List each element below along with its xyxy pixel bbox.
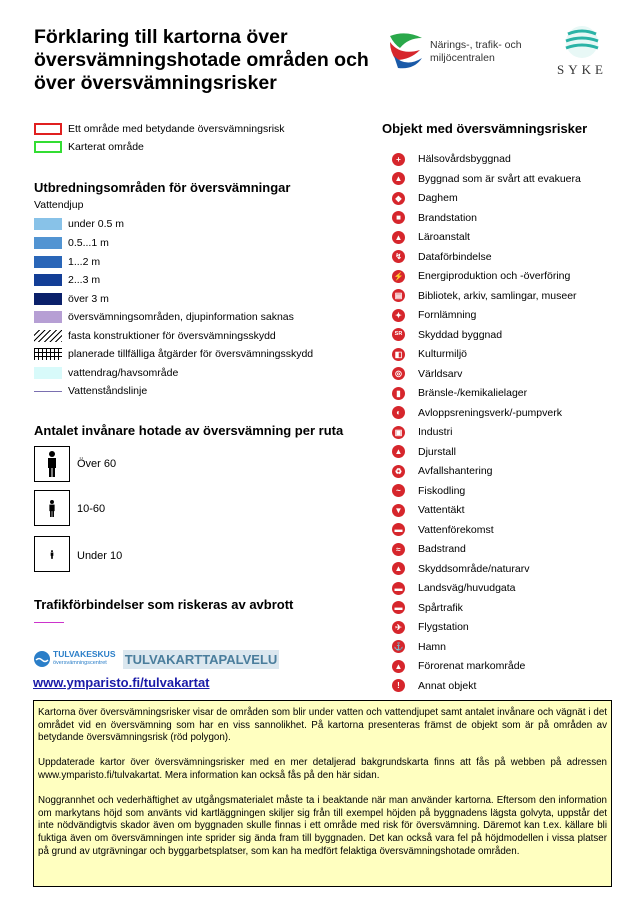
object-risk-icon: ▲ xyxy=(392,660,405,673)
object-label: Kulturmiljö xyxy=(418,348,468,360)
depth-label: under 0.5 m xyxy=(68,218,125,230)
object-label: Hälsovårdsbyggnad xyxy=(418,153,511,165)
depth-swatch xyxy=(34,293,62,305)
extent-heading: Utbredningsområden för översvämningar xyxy=(34,180,291,195)
object-label: Annat objekt xyxy=(418,679,477,692)
tulvakeskus-sub: översvämningscentret xyxy=(53,660,107,666)
info-paragraph: Uppdaterade kartor över översvämningsrisker med en mer detaljerad bakgrundskarta finns att fås på webben på adressen www.ymparisto.fi/tulvakartat. Mera information kan också fås på den här sidan. xyxy=(38,757,607,781)
object-risk-icon: ! xyxy=(392,679,405,692)
object-risk-icon: + xyxy=(392,153,405,166)
object-item xyxy=(392,406,562,420)
legend-significant-risk xyxy=(34,121,285,137)
depth-swatch xyxy=(34,237,62,249)
object-risk-icon: ▼ xyxy=(392,504,405,517)
object-label: Vattentäkt xyxy=(418,504,465,516)
object-risk-icon: ~ xyxy=(392,484,405,497)
depth-label: översvämningsområden, djupinformation saknas xyxy=(68,311,294,323)
object-risk-icon: ▬ xyxy=(392,582,405,595)
object-risk-icon: ◧ xyxy=(392,348,405,361)
object-item xyxy=(392,425,452,439)
extent-subheading: Vattendjup xyxy=(34,199,84,211)
object-risk-icon: ▲ xyxy=(392,172,405,185)
population-box-small xyxy=(34,536,70,572)
depth-item xyxy=(34,272,100,288)
object-item xyxy=(392,308,476,322)
object-item xyxy=(392,542,466,556)
depth-swatch xyxy=(34,311,62,323)
object-risk-icon: ≈ xyxy=(392,543,405,556)
depth-label: 0.5...1 m xyxy=(68,237,109,249)
object-risk-icon: ♻ xyxy=(392,465,405,478)
object-risk-icon: ◐ xyxy=(392,406,405,419)
object-item xyxy=(392,230,470,244)
ely-text-line1: Närings-, trafik- och xyxy=(430,39,522,51)
tulvakeskus-name: TULVAKESKUS xyxy=(53,649,116,659)
object-label: Avfallshantering xyxy=(418,465,493,477)
object-label: Avloppsreningsverk/-pumpverk xyxy=(418,406,562,419)
object-item xyxy=(392,562,529,576)
legend-mapped-area xyxy=(34,139,144,155)
person-icon xyxy=(48,500,56,517)
depth-item xyxy=(34,291,109,307)
depth-label: fasta konstruktioner för översvämningsskydd xyxy=(68,330,276,342)
traffic-heading: Trafikförbindelser som riskeras av avbrott xyxy=(34,597,294,612)
object-item xyxy=(392,581,516,595)
tulvakartat-link[interactable]: www.ymparisto.fi/tulvakartat xyxy=(33,675,210,690)
object-label: Flygstation xyxy=(418,621,469,633)
object-label: Världsarv xyxy=(418,367,463,380)
object-label: Djurstall xyxy=(418,445,456,458)
person-icon xyxy=(46,451,58,477)
water-swatch xyxy=(34,367,62,379)
temp-protection-item xyxy=(34,346,313,362)
depth-label: över 3 m xyxy=(68,293,109,305)
depth-swatch xyxy=(34,274,62,286)
object-label: Förorenat markområde xyxy=(418,660,526,672)
population-label: 10-60 xyxy=(77,503,106,515)
object-label: Landsväg/huvudgata xyxy=(418,582,516,594)
object-label: Bränsle-/kemikalielager xyxy=(418,387,528,399)
object-label: Daghem xyxy=(418,192,458,204)
depth-label: vattendrag/havsområde xyxy=(68,367,179,379)
page-title: Förklaring till kartorna över översvämningshotade områden och över översvämningsrisker xyxy=(34,26,369,94)
object-risk-icon: ▬ xyxy=(392,523,405,536)
object-label: Dataförbindelse xyxy=(418,250,492,263)
object-risk-icon: ⚡ xyxy=(393,271,404,281)
info-paragraph: Kartorna över översvämningsrisker visar de områden som blir under vatten och vattendjupet samt antalet invånare och vägnät i det området vid en översvämning som har en viss sannolikhet. På kartorna presenteras främst de objekt som är på områden av betydande översvämningsrisk (röd polygon). xyxy=(38,707,607,744)
object-item xyxy=(392,289,577,303)
water-line-item xyxy=(34,383,147,399)
green-polygon-swatch xyxy=(34,141,62,153)
objects-heading: Objekt med översvämningsrisker xyxy=(382,121,588,136)
object-item xyxy=(392,250,492,264)
object-item xyxy=(392,679,476,693)
ely-logo xyxy=(386,30,536,80)
grid-swatch xyxy=(34,348,62,360)
depth-item xyxy=(34,216,124,232)
object-label: Badstrand xyxy=(418,543,466,555)
syke-emblem-icon xyxy=(548,24,616,62)
object-risk-icon: ✈ xyxy=(392,621,405,634)
depth-label: 1...2 m xyxy=(68,256,101,268)
info-paragraph: Noggrannhet och vederhäftighet av utgångsmaterialet måste ta i beaktande när man använder kartorna. Eftersom den information om markytans höjd som använts vid kartläggningen skiljer sig från till exempel höjden på byggnadens lägsta golvyta, uppstår det inte nödvändigtvis skador även om byggnaden skulle finnas i ett område med risk för översvämning. Däremot kan t.ex. källare bli fuktiga även om översvämningen inte sprider sig ända fram till byggnaden. Det kan också vara fel på höjdmodellen i vissa platser på grund av utgrävningar och byggarbetsplatser, som kan ha medfört felaktiga översvämningshotade områden. xyxy=(38,795,607,857)
object-risk-icon: ▲ xyxy=(392,562,405,575)
object-risk-icon: ■ xyxy=(392,211,405,224)
population-label: Under 10 xyxy=(77,550,123,562)
object-risk-icon: ✦ xyxy=(392,309,405,322)
object-risk-icon: ▤ xyxy=(392,289,405,302)
object-item xyxy=(392,367,462,381)
population-heading: Antalet invånare hotade av översvämning per ruta xyxy=(34,423,344,438)
person-icon xyxy=(50,550,54,559)
ely-emblem-icon xyxy=(386,30,426,70)
depth-item xyxy=(34,235,109,251)
object-label: Bibliotek, arkiv, samlingar, museer xyxy=(418,289,577,302)
object-risk-icon: ▲ xyxy=(392,445,405,458)
object-item xyxy=(392,503,465,517)
object-item xyxy=(392,620,469,634)
object-item xyxy=(392,211,477,225)
object-item xyxy=(392,484,465,498)
object-label: Vattenförekomst xyxy=(418,523,494,536)
object-label: Brandstation xyxy=(418,211,477,224)
depth-label: Vattenståndslinje xyxy=(68,385,148,397)
object-item xyxy=(392,347,467,361)
depth-item xyxy=(34,309,294,325)
object-item xyxy=(392,191,458,205)
object-label: Fiskodling xyxy=(418,484,466,497)
object-label: Spårtrafik xyxy=(418,601,463,614)
depth-item xyxy=(34,254,100,270)
population-box-medium xyxy=(34,490,70,526)
syke-text: SYKE xyxy=(557,62,607,77)
tulvakarttapalvelu-logo: TULVAKARTTAPALVELU xyxy=(124,652,278,667)
object-item xyxy=(392,659,525,673)
object-item xyxy=(392,640,446,654)
object-risk-icon: ▮ xyxy=(392,387,405,400)
object-risk-icon: ▲ xyxy=(392,231,405,244)
legend-label: Karterat område xyxy=(68,141,144,153)
object-label: Fornlämning xyxy=(418,309,477,321)
waterline-swatch xyxy=(34,391,62,392)
population-box-large xyxy=(34,446,70,482)
object-risk-icon: SR xyxy=(392,328,405,341)
object-label: Hamn xyxy=(418,640,447,653)
object-item xyxy=(392,269,570,283)
red-polygon-swatch xyxy=(34,123,62,135)
object-label: Energiproduktion och -överföring xyxy=(418,270,571,282)
object-risk-icon: ◎ xyxy=(392,367,405,380)
object-risk-icon: ◆ xyxy=(392,192,405,205)
object-item xyxy=(392,386,527,400)
object-item xyxy=(392,172,581,186)
object-item xyxy=(392,523,494,537)
object-label: Byggnad som är svårt att evakuera xyxy=(418,172,581,185)
wave-icon xyxy=(34,651,50,667)
depth-swatch xyxy=(34,256,62,268)
object-label: Industri xyxy=(418,426,453,438)
object-item xyxy=(392,152,511,166)
depth-label: planerade tillfälliga åtgärder för översvämningsskydd xyxy=(68,348,314,360)
object-item xyxy=(392,601,463,615)
water-area-item xyxy=(34,365,178,381)
object-risk-icon: ⚓ xyxy=(393,642,404,651)
legend-label: Ett område med betydande översvämningsrisk xyxy=(68,123,285,135)
syke-logo xyxy=(548,24,616,80)
object-item xyxy=(392,328,502,342)
object-label: Läroanstalt xyxy=(418,231,470,243)
hatch-swatch xyxy=(34,330,62,342)
object-risk-icon: ↯ xyxy=(392,250,405,263)
depth-label: 2...3 m xyxy=(68,274,101,286)
info-box xyxy=(33,700,612,887)
object-item xyxy=(392,445,456,459)
object-item xyxy=(392,464,493,478)
object-risk-icon: ▬ xyxy=(392,601,405,614)
ely-text-line2: miljöcentralen xyxy=(430,52,495,64)
object-label: Skyddsområde/naturarv xyxy=(418,562,530,575)
population-label: Över 60 xyxy=(77,458,117,470)
fixed-protection-item xyxy=(34,328,276,344)
tulvakeskus-logo xyxy=(34,650,116,668)
object-label: Skyddad byggnad xyxy=(418,328,503,341)
traffic-line-swatch xyxy=(34,622,64,623)
object-risk-icon: ▣ xyxy=(392,426,405,439)
depth-swatch xyxy=(34,218,62,230)
